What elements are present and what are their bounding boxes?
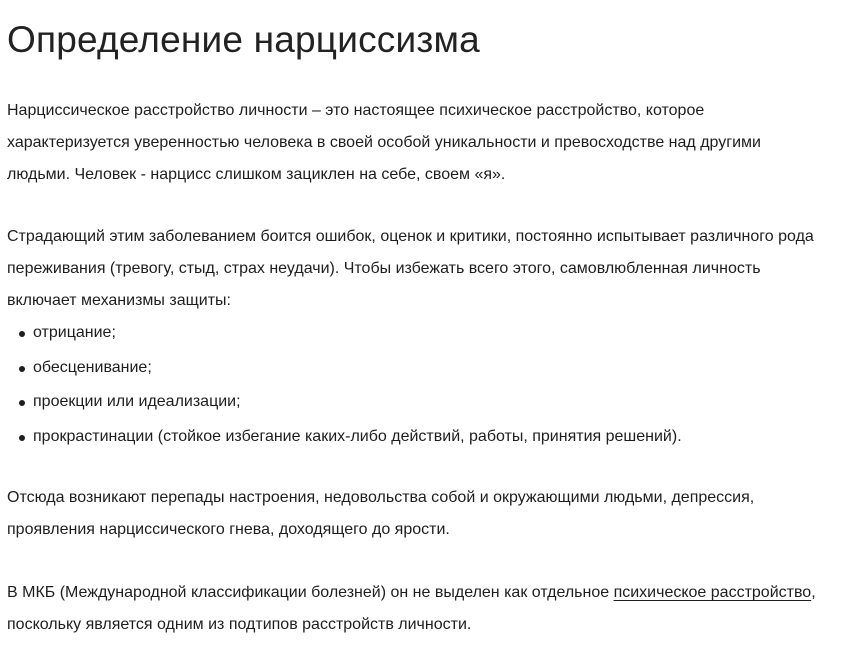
list-item — [7, 385, 682, 420]
list-item-text: отрицание; — [33, 324, 116, 341]
list-item-text: проекции или идеализации; — [33, 393, 241, 411]
paragraph-line: характеризуется уверенностью человека в своей особой уникальности и превосходстве над другими — [7, 134, 761, 151]
paragraph-line: Отсюда возникают перепады настроения, недовольства собой и окружающими людьми, депрессия, — [7, 489, 755, 506]
list-item — [7, 351, 682, 386]
list-item-text: обесценивание; — [33, 358, 152, 376]
paragraph-line: людьми. Человек - нарцисс слишком зациклен на себе, своем «я». — [7, 166, 506, 183]
paragraph-definition — [7, 95, 845, 191]
list-item — [7, 316, 682, 351]
paragraph-line — [7, 577, 845, 609]
paragraph-line: Страдающий этим заболеванием боится ошибок, оценок и критики, постоянно испытывает различного рода — [7, 228, 814, 245]
page-title: Определение нарциссизма — [7, 19, 480, 60]
paragraph-line: Нарциссическое расстройство личности – это настоящее психическое расстройство, которое — [7, 102, 705, 119]
paragraph-line: проявления нарциссического гнева, доходящего до ярости. — [7, 521, 450, 538]
list-item-text: прокрастинации (стойкое избегание каких-либо действий, работы, принятия решений). — [33, 428, 682, 446]
paragraph-text: В МКБ (Международной классификации болезней) он не выделен как отдельное — [7, 584, 614, 601]
list-item — [7, 420, 682, 455]
defense-mechanisms-list — [7, 316, 682, 455]
paragraph-line: переживания (тревогу, стыд, страх неудачи). Чтобы избежать всего этого, самовлюбленная личность — [7, 260, 761, 277]
paragraph-text: , — [811, 584, 816, 601]
paragraph-fears — [7, 221, 845, 317]
paragraph-consequences — [7, 482, 845, 546]
paragraph-line: включает механизмы защиты: — [7, 292, 231, 309]
bullet-icon — [19, 435, 25, 441]
mental-disorder-link[interactable]: психическое расстройство — [613, 584, 812, 601]
bullet-icon — [19, 400, 25, 406]
paragraph-icd — [7, 577, 845, 641]
paragraph-line: поскольку является одним из подтипов расстройств личности. — [7, 616, 472, 633]
bullet-icon — [19, 331, 25, 337]
bullet-icon — [19, 366, 25, 372]
